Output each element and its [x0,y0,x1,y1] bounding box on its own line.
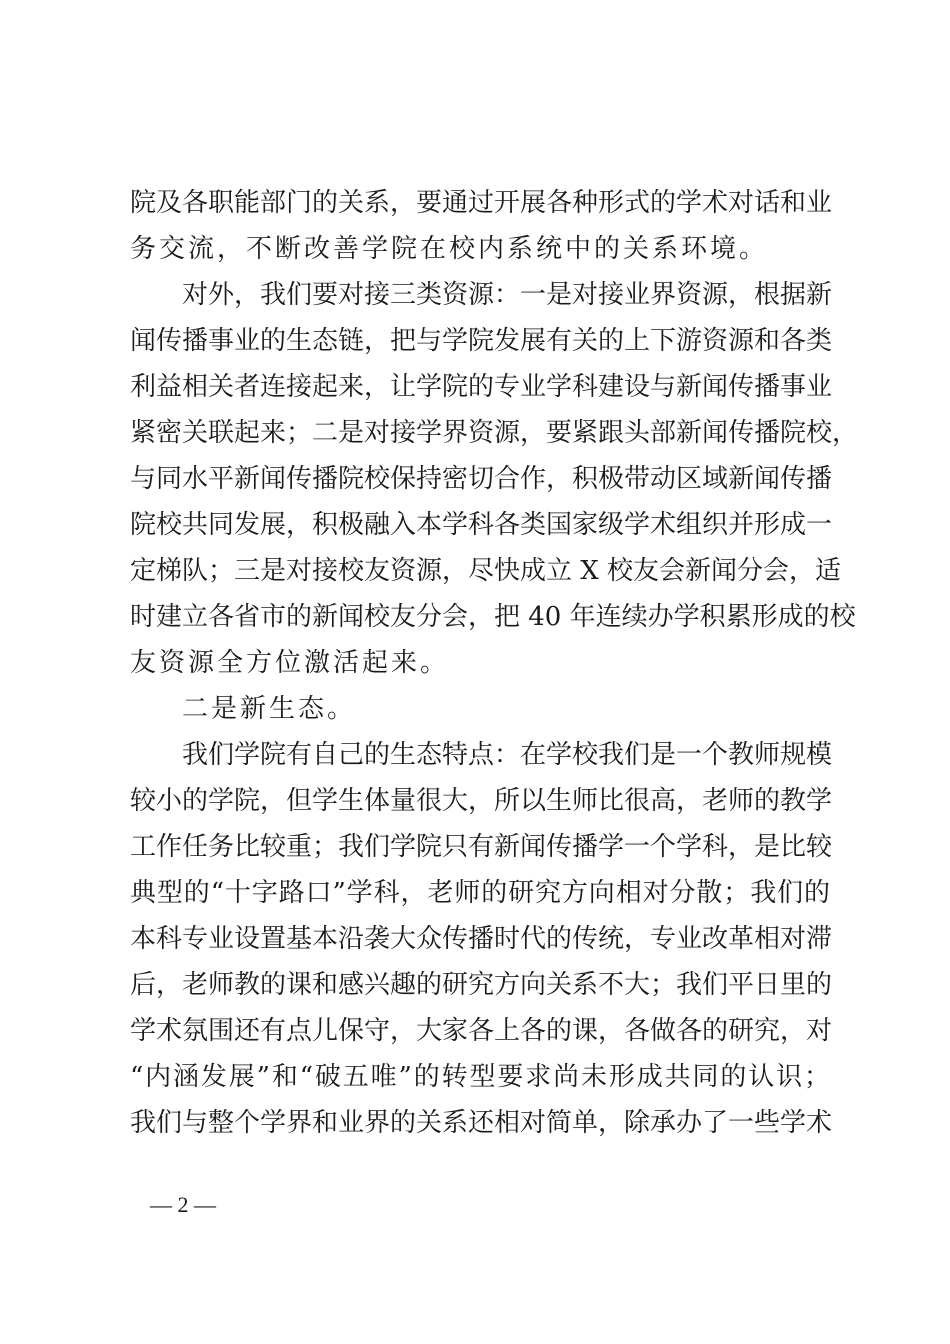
text-line: 学术氛围还有点儿保守，大家各上各的课，各做各的研究，对 [130,1016,833,1046]
text-line: 闻传播事业的生态链，把与学院发展有关的上下游资源和各类 [130,326,833,356]
text-line: 务交流，不断改善学院在校内系统中的关系环境。 [130,234,769,264]
text-line: 工作任务比较重；我们学院只有新闻传播学一个学科，是比较 [130,832,833,862]
text-line: 院校共同发展，积极融入本学科各类国家级学术组织并形成一 [130,510,833,540]
text-line: 典型的“十字路口”学科，老师的研究方向相对分散；我们的 [130,878,830,908]
text-line: 我们学院有自己的生态特点：在学校我们是一个教师规模 [182,740,833,770]
text-line: 时建立各省市的新闻校友分会，把 40 年连续办学积累形成的校 [130,602,856,632]
text-line: 与同水平新闻传播院校保持密切合作，积极带动区域新闻传播 [130,464,833,494]
section-heading: 二是新生态。 [182,694,357,724]
text-line: 对外，我们要对接三类资源：一是对接业界资源，根据新 [182,280,833,310]
text-line: 定梯队；三是对接校友资源，尽快成立 X 校友会新闻分会，适 [130,556,842,586]
text-line: “内涵发展”和“破五唯”的转型要求尚未形成共同的认识； [130,1062,830,1092]
document-body [130,180,859,1146]
text-line: 后，老师教的课和感兴趣的研究方向关系不大；我们平日里的 [130,970,833,1000]
text-line: 较小的学院，但学生体量很大，所以生师比很高，老师的教学 [130,786,833,816]
text-line: 院及各职能部门的关系，要通过开展各种形式的学术对话和业 [130,188,833,218]
text-line: 友资源全方位激活起来。 [130,648,450,678]
page-number: — 2 — [150,1192,216,1217]
text-line: 利益相关者连接起来，让学院的专业学科建设与新闻传播事业 [130,372,833,402]
text-line: 紧密关联起来；二是对接学界资源，要紧跟头部新闻传播院校， [130,418,859,448]
text-line: 本科专业设置基本沿袭大众传播时代的传统，专业改革相对滞 [130,924,833,954]
text-line: 我们与整个学界和业界的关系还相对简单，除承办了一些学术 [130,1108,833,1138]
